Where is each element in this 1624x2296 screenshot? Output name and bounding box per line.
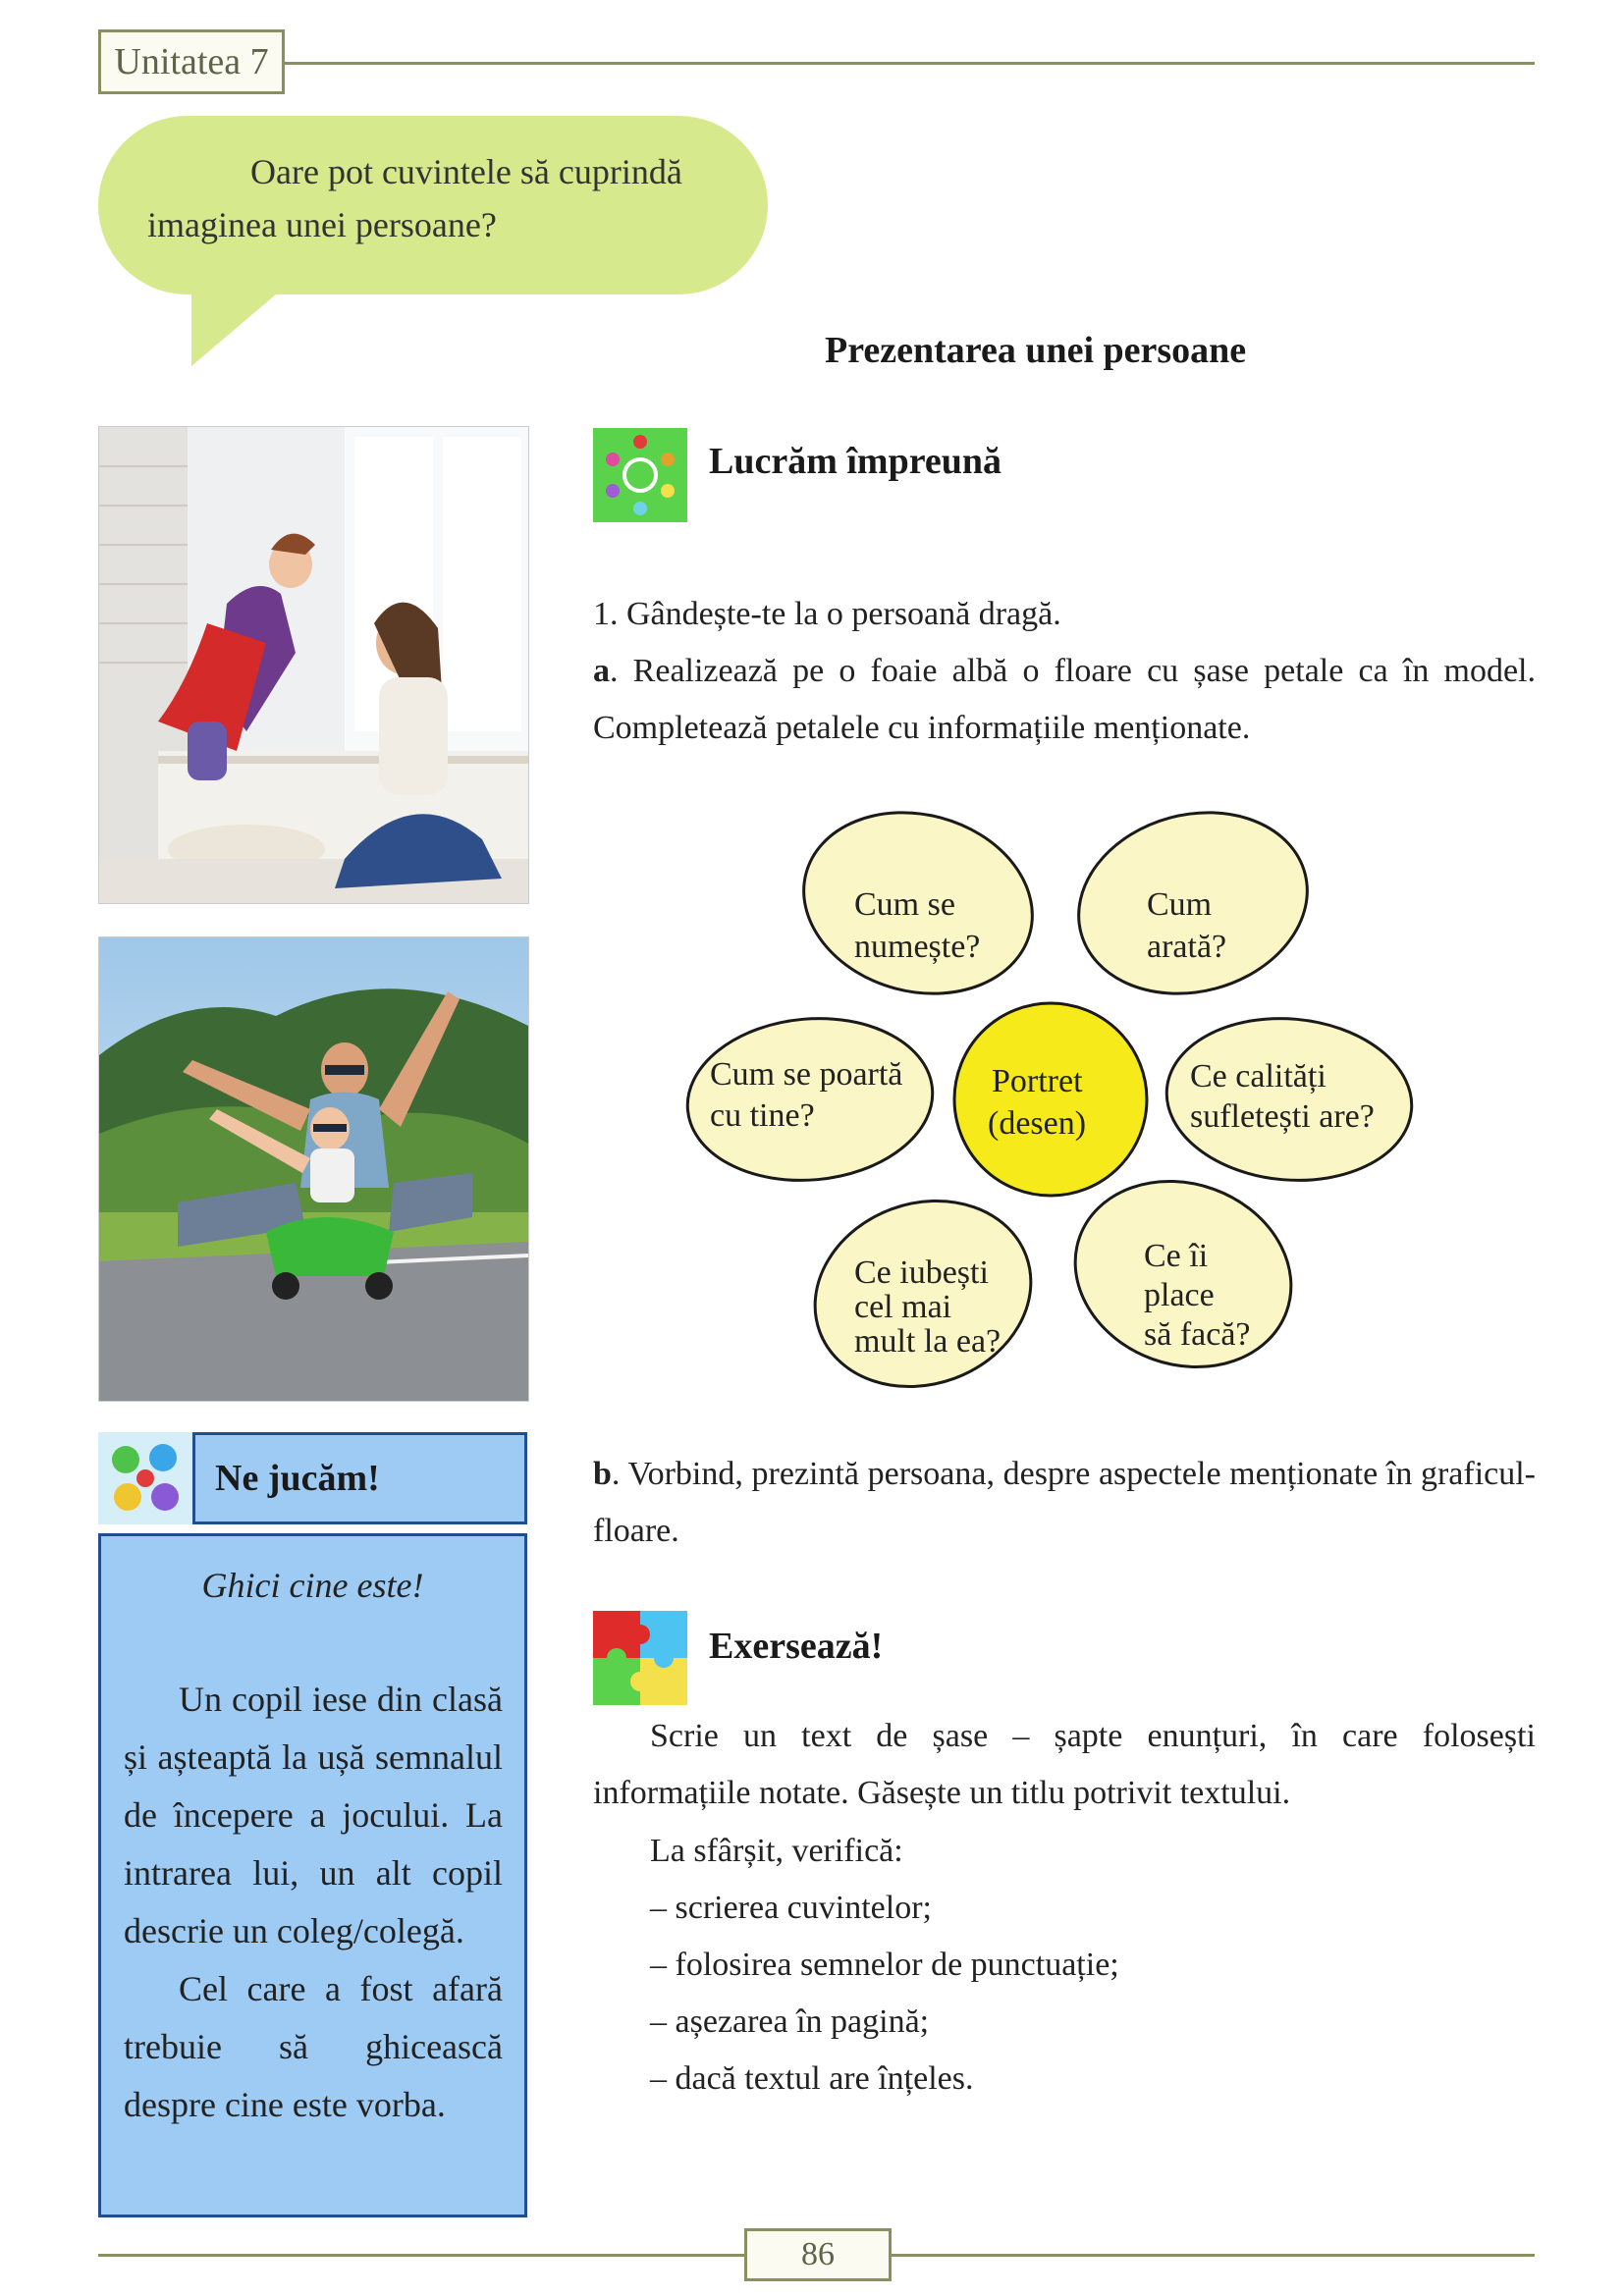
game-heading: Ne jucăm!: [192, 1432, 527, 1524]
center-label-2: (desen): [988, 1105, 1087, 1142]
task-b-letter: b: [593, 1456, 612, 1492]
unit-label: Unitatea 7: [98, 29, 285, 94]
exercise-intro: Scrie un text de șase – șapte enunțuri, în care folosești informațiile notate. Găsește un titlu potrivit textului.: [593, 1718, 1536, 1811]
petal-love-label-2: cel mai: [854, 1289, 952, 1325]
game-title: Ghici cine este!: [201, 1566, 424, 1605]
checklist-item: – dacă textul are înțeles.: [650, 2060, 974, 2097]
petal-qualities-label-1: Ce calități: [1190, 1058, 1326, 1095]
task-b: [593, 1446, 1536, 1560]
petal-behaviour-label-1: Cum se poartă: [710, 1056, 903, 1093]
checklist-item: – așezarea în pagină;: [650, 2003, 930, 2040]
task-a-text: . Realizează pe o foaie albă o floare cu șase petale ca în model. Completează petalele cu informațiile menționate.: [593, 653, 1536, 746]
game-rules-para-1: Un copil iese din clasă și așteaptă la ușă semnalul de începere a jocului. La intrarea lui, un alt copil descrie un coleg/colegă.: [124, 1680, 503, 1950]
check-label: La sfârșit, verifică:: [650, 1833, 903, 1869]
task-1: 1. Gândește-te la o persoană dragă.: [593, 596, 1061, 632]
page-number: 86: [744, 2228, 892, 2281]
petal-likes-label-1: Ce îi: [1144, 1238, 1209, 1274]
task-b-text: . Vorbind, prezintă persoana, despre aspectele menționate în graficul-floare.: [593, 1456, 1536, 1549]
petal-love-label-3: mult la ea?: [854, 1323, 1001, 1360]
hands-icon: [98, 1432, 192, 1524]
header-rule: [285, 62, 1535, 65]
center-label-1: Portret: [992, 1063, 1083, 1099]
petal-name-label-2: numește?: [854, 929, 981, 965]
game-rules: [124, 1671, 503, 2134]
petal-looks-label-2: arată?: [1147, 929, 1227, 965]
petal-likes-label-3: să facă?: [1144, 1316, 1251, 1353]
petal-name-label-1: Cum se: [854, 886, 955, 923]
bubble-line-1: Oare pot cuvintele să cuprindă: [250, 152, 682, 191]
task-a-letter: a: [593, 653, 610, 689]
petal-love-label-1: Ce iubești: [854, 1255, 989, 1291]
game-rules-para-2: Cel care a fost afară trebuie să ghicească despre cine este vorba.: [124, 1969, 503, 2124]
page-title: Prezentarea unei persoane: [825, 330, 1247, 371]
teamwork-icon: [593, 428, 687, 522]
bubble-line-2: imaginea unei persoane?: [147, 205, 497, 244]
bubble-question: [147, 145, 736, 251]
petal-looks-label-1: Cum: [1147, 886, 1213, 923]
work-together-heading: Lucrăm împreună: [709, 441, 1002, 482]
photo-mother-child: [98, 426, 529, 904]
task-a: [593, 643, 1536, 757]
petal-behaviour-label-2: cu tine?: [710, 1097, 815, 1134]
exercise-heading: Exersează!: [709, 1626, 884, 1667]
flower-diagram: [648, 805, 1453, 1443]
petal-likes-label-2: place: [1144, 1277, 1215, 1313]
checklist-item: – folosirea semnelor de punctuație;: [650, 1947, 1119, 1983]
flower-center: [954, 1003, 1147, 1196]
photo-father-son: [98, 936, 529, 1402]
puzzle-icon: [593, 1611, 687, 1705]
petal-qualities-label-2: sufletești are?: [1190, 1098, 1375, 1135]
checklist: [650, 1880, 1534, 2108]
checklist-item: – scrierea cuvintelor;: [650, 1890, 932, 1926]
